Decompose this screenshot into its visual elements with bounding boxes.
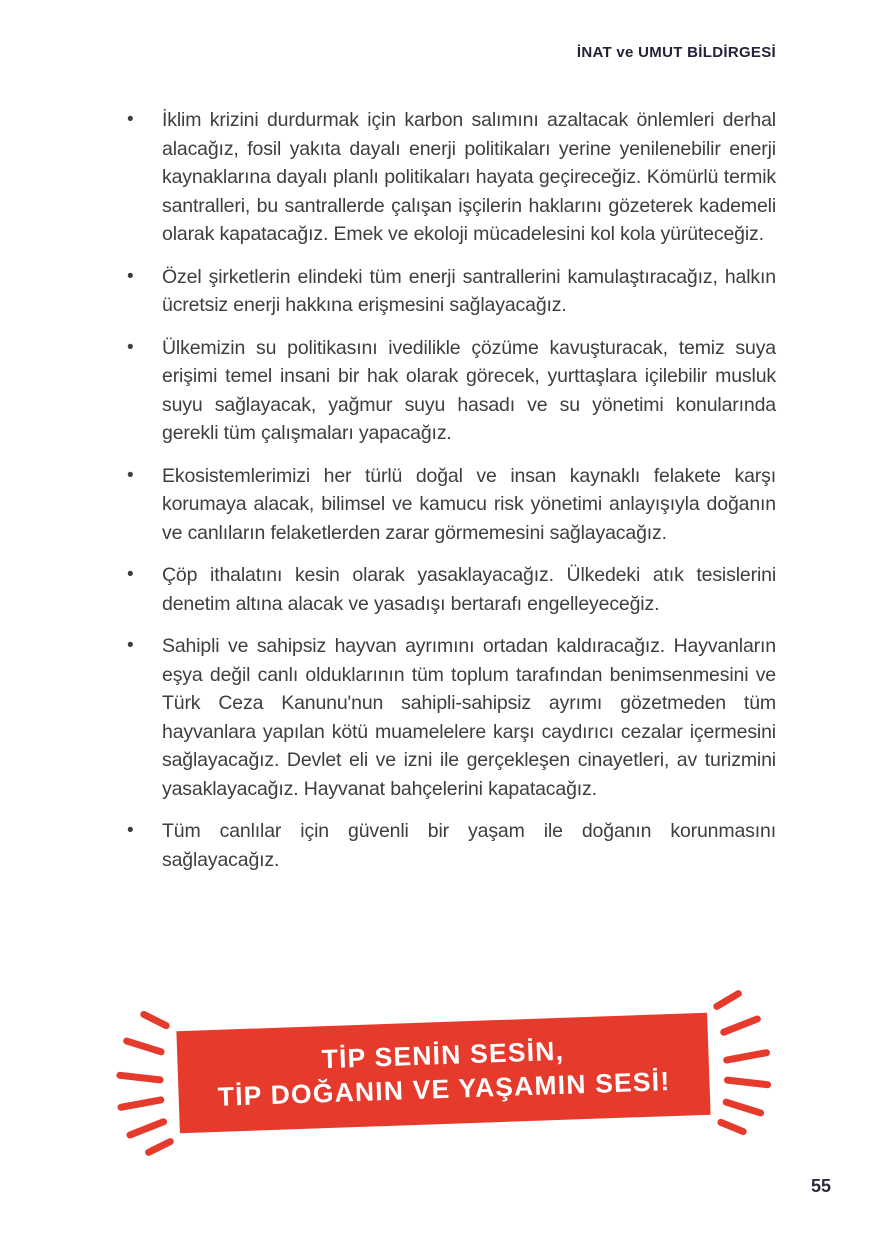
bullet-item xyxy=(121,817,776,874)
burst-left-icon xyxy=(114,1009,179,1157)
banner-box xyxy=(176,1013,710,1133)
bullet-text: Özel şirketlerin elindeki tüm enerji santrallerini kamulaştıracağız, halkın ücretsiz enerji hakkına erişmesini sağlayacağız. xyxy=(162,265,776,316)
bullet-item xyxy=(121,263,776,320)
banner-line2: TİP DOĞANIN VE YAŞAMIN SESİ! xyxy=(217,1066,671,1112)
bullet-item xyxy=(121,334,776,448)
bullet-text: İklim krizini durdurmak için karbon salımını azaltacak önlemleri derhal alacağız, fosil yakıta dayalı enerji politikaları yerine yenilenebilir enerji kaynaklarına dayalı planlı politikaları hayata geçireceğiz. Kömürlü termik santralleri, bu santrallerde çalışan işçilerin haklarını gözeterek kademeli olarak kapatacağız. Emek ve ekoloji mücadelesini kol kola yürüteceğiz. xyxy=(162,109,776,245)
bullet-marker: • xyxy=(127,336,134,358)
bullet-text: Tüm canlılar için güvenli bir yaşam ile doğanın korunmasını sağlayacağız. xyxy=(162,820,776,871)
bullet-marker: • xyxy=(127,265,134,287)
banner-line1: TİP SENİN SESİN, xyxy=(321,1035,565,1075)
bullet-text: Ekosistemlerimizi her türlü doğal ve insan kaynaklı felakete karşı korumaya alacak, bilimsel ve kamucu risk yönetimi anlayışıyla doğanın ve canlıların felaketlerden zarar görmemesini sağlayacağız. xyxy=(162,464,776,544)
bullet-item xyxy=(121,106,776,249)
bullet-marker: • xyxy=(127,109,134,130)
bullet-item xyxy=(121,462,776,548)
bullet-marker: • xyxy=(127,820,134,841)
bullet-text: Çöp ithalatını kesin olarak yasaklayacağız. Ülkedeki atık tesislerini denetim altına alacak ve yasadışı bertarafı engelleyeceğiz. xyxy=(162,564,776,615)
bullet-marker: • xyxy=(127,635,134,656)
bullet-item xyxy=(121,561,776,618)
bullet-item xyxy=(121,632,776,803)
page-number: 55 xyxy=(810,1176,831,1196)
content xyxy=(121,106,776,888)
page-header xyxy=(577,44,776,61)
bullet-marker: • xyxy=(127,464,134,486)
banner xyxy=(114,989,774,1158)
bullet-text: Sahipli ve sahipsiz hayvan ayrımını ortadan kaldıracağız. Hayvanların eşya değil canlı olduklarının tüm toplum tarafından benimsenmesini ve Türk Ceza Kanunu'nun sahipli-sahipsiz ayrımı gözetmeden tüm hayvanlara yapılan kötü muamelelere karşı caydırıcı cezalar içermesini sağlayacağız. Devlet eli ve izni ile gerçekleşen cinayetleri, av turizmini yasaklayacağız. Hayvanat bahçelerini kapatacağız. xyxy=(162,635,776,800)
bullet-marker: • xyxy=(127,564,134,585)
bullet-text: Ülkemizin su politikasını ivedilikle çözüme kavuşturacak, temiz suya erişimi temel insani bir hak olarak görecek, yurttaşlara içilebilir musluk suyu sağlayacak, yağmur suyu hasadı ve su yönetimi konularında gerekli tüm çalışmaları yapacağız. xyxy=(162,336,776,444)
header-title: İNAT ve UMUT BİLDİRGESİ xyxy=(576,44,776,61)
burst-right-icon xyxy=(708,989,773,1137)
